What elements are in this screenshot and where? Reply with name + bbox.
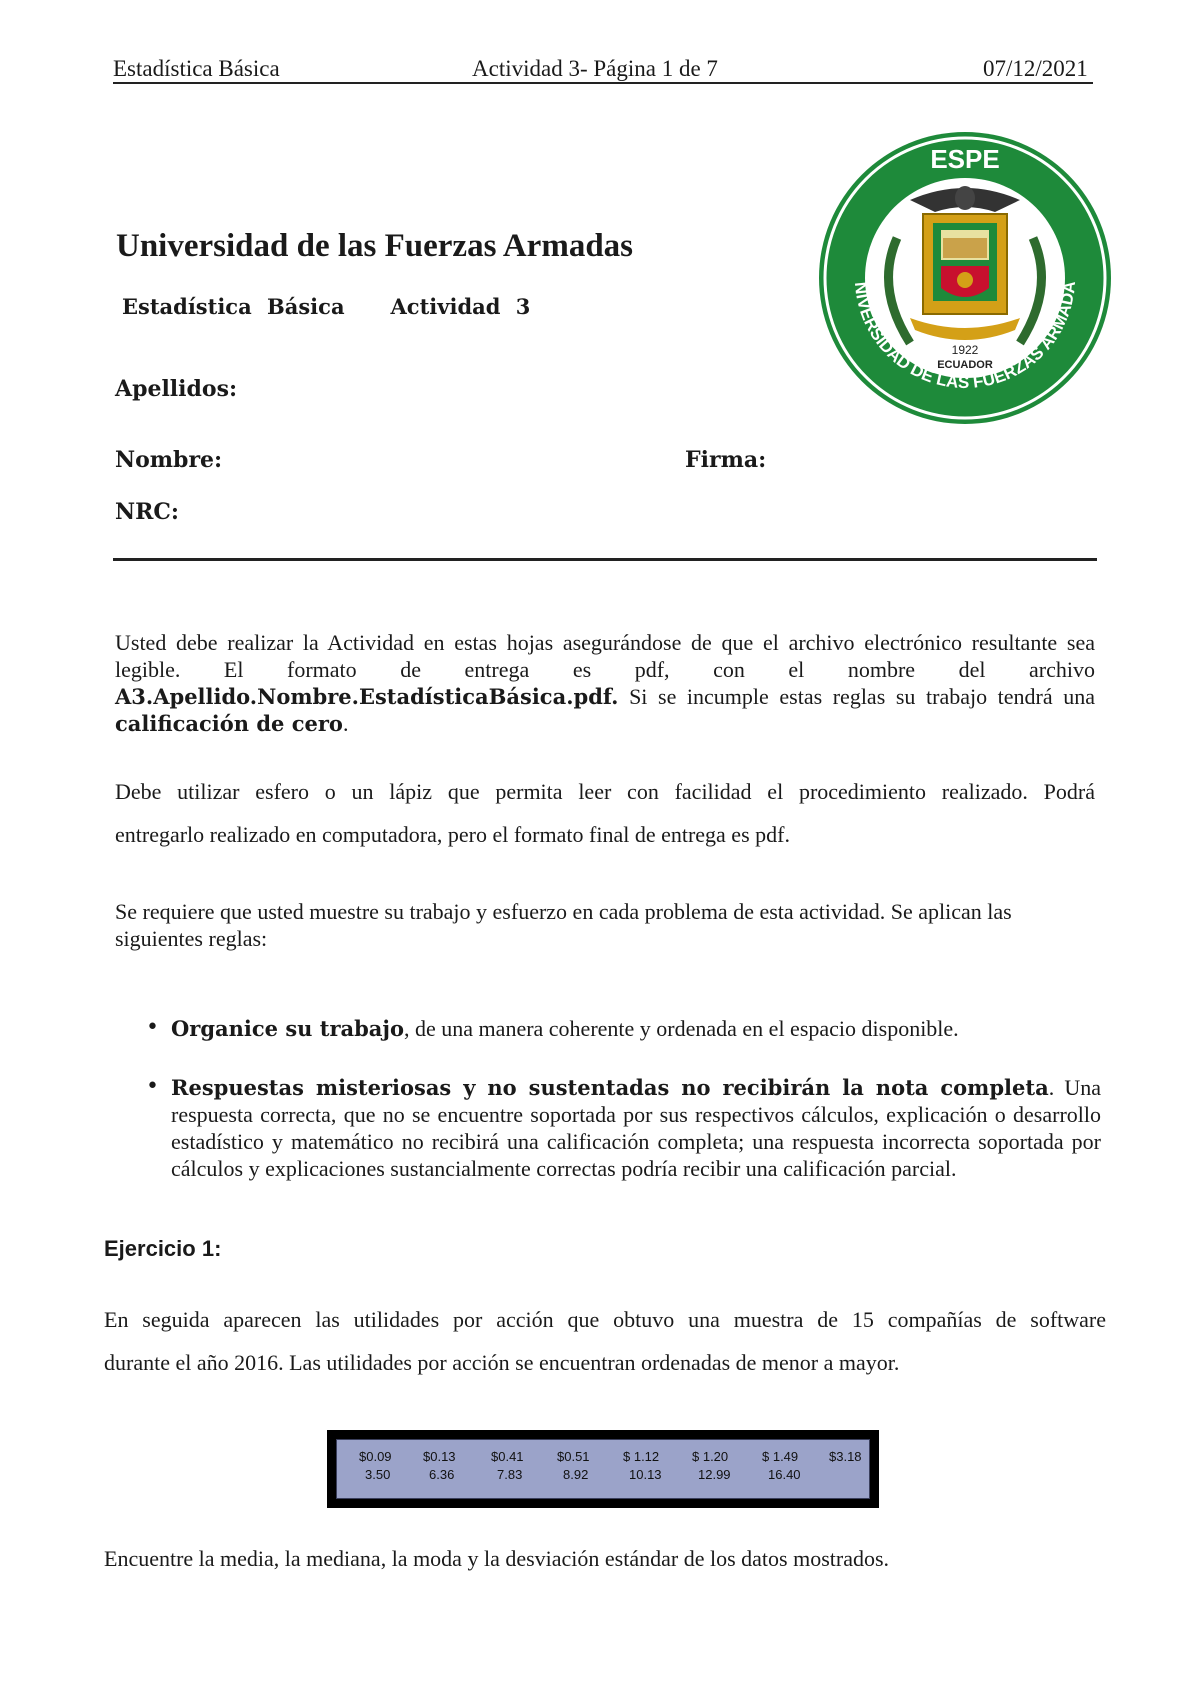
- data-row-2-cell: 6.36: [429, 1467, 455, 1482]
- bullet-item-organize: [171, 1015, 1101, 1042]
- university-logo: [815, 128, 1115, 428]
- data-row-1-cell: $ 1.20: [692, 1449, 729, 1464]
- data-row-2-cell: 7.83: [497, 1467, 523, 1482]
- section-rule: [113, 558, 1097, 561]
- data-row-2-cell: 3.50: [365, 1467, 391, 1482]
- instructions-paragraph-3: Se requiere que usted muestre su trabajo y esfuerzo en cada problema de esta actividad. Se aplican las siguientes reglas:: [115, 899, 1012, 951]
- bullet-item-answers: [171, 1074, 1101, 1182]
- bullet2-text: . Una respuesta correcta, que no se encuentre soportada por sus respectivos cálculos, explicación o desarrollo estadístico y matemático no recibirá una calificación completa; una respuesta incorrecta soportada por cálculos y explicaciones sustancialmente correctas podría recibir una calificación parcial.: [171, 1075, 1102, 1181]
- subtitle-activity: Actividad 3: [390, 294, 531, 319]
- data-row-2-cell: 16.40: [768, 1467, 801, 1482]
- header-page-info: Actividad 3- Página 1 de 7: [472, 56, 718, 81]
- data-table: [327, 1430, 879, 1508]
- bullet2-bold: Respuestas misteriosas y no sustentadas no recibirán la nota completa: [171, 1075, 1049, 1100]
- p1-text-a: Usted debe realizar la Actividad en estas hojas asegurándose de que el archivo electrónico resultante sea legible. El formato de entrega es pdf, con el nombre del archivo: [115, 630, 1095, 682]
- field-apellidos: Apellidos:: [115, 376, 238, 402]
- logo-year: 1922: [951, 343, 979, 357]
- data-row-1-cell: $0.13: [423, 1449, 456, 1464]
- field-firma: Firma:: [685, 447, 767, 473]
- logo-espe-text: ESPE: [930, 144, 1000, 174]
- page-title: Universidad de las Fuerzas Armadas: [116, 228, 634, 264]
- data-row-1-cell: $ 1.49: [762, 1449, 799, 1464]
- bullet-marker: •: [146, 1015, 159, 1040]
- bullet1-bold: Organice su trabajo: [171, 1016, 405, 1041]
- field-nombre: Nombre:: [115, 447, 223, 473]
- exercise-title: Ejercicio 1:: [104, 1236, 222, 1261]
- bullet1-text: , de una manera coherente y ordenada en el espacio disponible.: [404, 1016, 959, 1041]
- data-row-1-cell: $0.51: [557, 1449, 590, 1464]
- p1-text-b: Si se incumple estas reglas su trabajo tendrá una: [618, 684, 1095, 709]
- data-row-1-cell: $3.18: [829, 1449, 862, 1464]
- p1-grade-warning: calificación de cero: [115, 711, 343, 736]
- subtitle-course: Estadística Básica: [122, 294, 345, 319]
- subtitle: [122, 294, 530, 319]
- p1-filename: A3.Apellido.Nombre.EstadísticaBásica.pdf.: [115, 684, 619, 709]
- header-rule: [113, 82, 1093, 84]
- field-nrc: NRC:: [115, 499, 180, 525]
- instructions-paragraph-2-line-1: Debe utilizar esfero o un lápiz que permita leer con facilidad el procedimiento realizado. Podrá: [115, 779, 1095, 804]
- bullet-marker: •: [146, 1074, 159, 1099]
- logo-ring-text: NIVERSIDAD DE LAS FUERZAS ARMADA: [850, 280, 1080, 393]
- exercise-text-line-1: En seguida aparecen las utilidades por acción que obtuvo una muestra de 15 compañías de software: [104, 1307, 1106, 1332]
- header-course: Estadística Básica: [113, 56, 280, 81]
- data-row-1-cell: $0.09: [359, 1449, 392, 1464]
- data-row-2-cell: 12.99: [698, 1467, 731, 1482]
- instructions-paragraph-1: [115, 629, 1095, 737]
- exercise-text-line-2: durante el año 2016. Las utilidades por acción se encuentran ordenadas de menor a mayor.: [104, 1350, 900, 1375]
- data-row-2-cell: 8.92: [563, 1467, 589, 1482]
- p1-end: .: [342, 711, 349, 736]
- exercise-question: Encuentre la media, la mediana, la moda y la desviación estándar de los datos mostrados.: [104, 1546, 890, 1571]
- data-row-1-cell: $ 1.12: [623, 1449, 660, 1464]
- instructions-paragraph-2-line-2: entregarlo realizado en computadora, pero el formato final de entrega es pdf.: [115, 822, 790, 847]
- data-row-2-cell: 10.13: [629, 1467, 662, 1482]
- data-row-1-cell: $0.41: [491, 1449, 524, 1464]
- header-date: 07/12/2021: [983, 56, 1088, 81]
- logo-country: ECUADOR: [937, 359, 993, 371]
